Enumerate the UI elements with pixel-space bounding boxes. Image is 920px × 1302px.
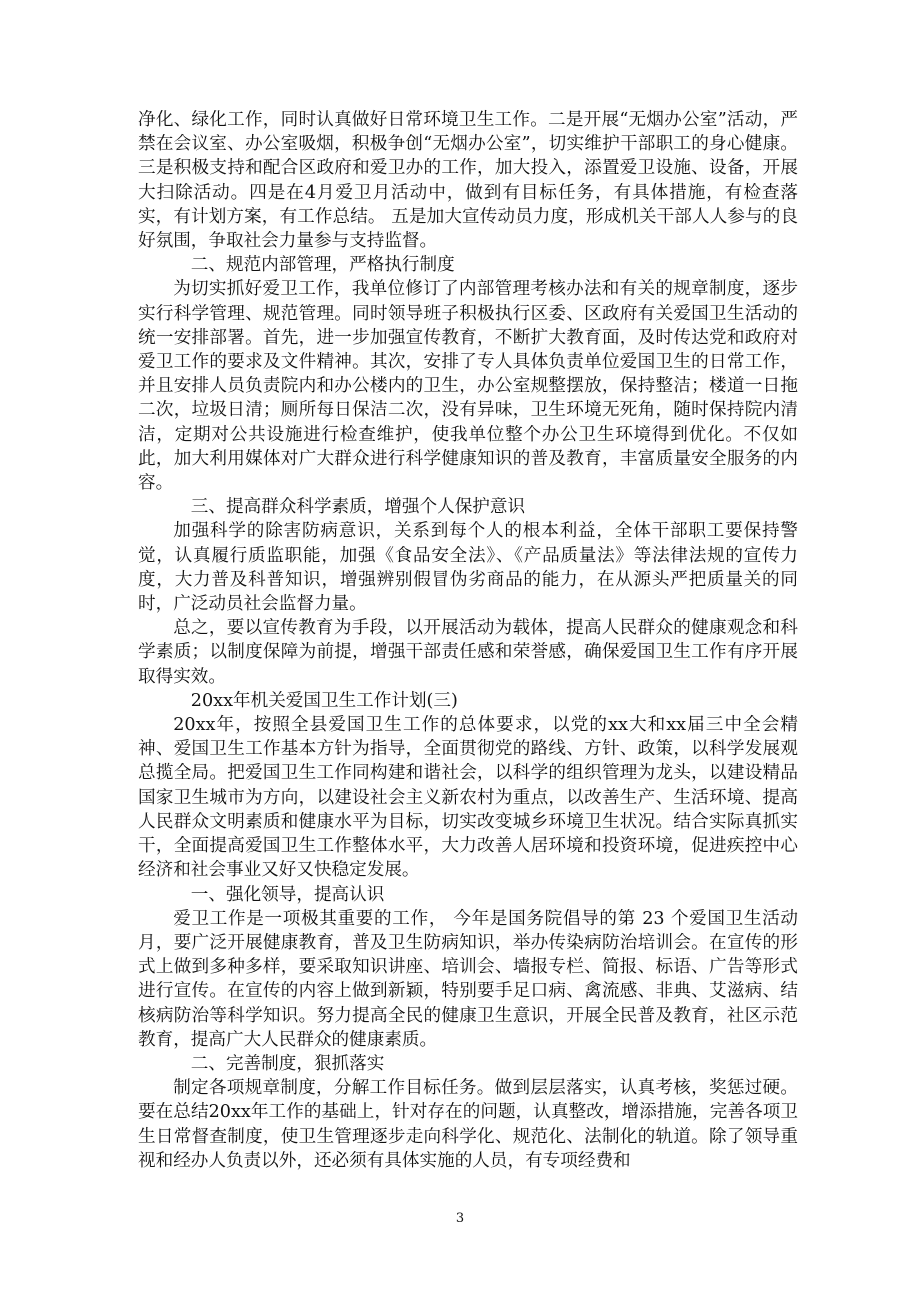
paragraph-internal-management: 为切实抓好爱卫工作，我单位修订了内部管理考核办法和有关的规章制度，逐步实行科学管理、规范管理。同时领导班子积极执行区委、区政府有关爱国卫生活动的统一安排部署。首先，进一步加强宣传教育，不断扩大教育面，及时传达党和政府对爱卫工作的要求及文件精神。其次，安排了专人具体负责单位爱国卫生的日常工作，并且安排人员负责院内和办公楼内的卫生，办公室规整摆放，保持整洁；楼道一日拖二次，垃圾日清；厕所每日保洁二次，没有异味，卫生环境无死角，随时保持院内清洁，定期对公共设施进行检查维护，使我单位整个办公卫生环境得到优化。不仅如此，加大利用媒体对广大群众进行科学健康知识的普及教育，丰富质量安全服务的内容。: [138, 279, 798, 494]
document-subtitle: 20xx年机关爱国卫生工作计划(三): [190, 690, 458, 711]
section-heading-systems: 二、完善制度，狠抓落实: [190, 1053, 385, 1074]
paragraph-summary: 总之，要以宣传教育为手段，以开展活动为载体，提高人民群众的健康观念和科学素质；以制度保障为前提，增强干部责任感和荣誉感，确保爱国卫生工作有序开展取得实效。: [138, 618, 798, 687]
document-body: [138, 108, 798, 1173]
paragraph-systems: 制定各项规章制度，分解工作目标任务。做到层层落实，认真考核，奖惩过硬。要在总结20xx年工作的基础上，针对存在的问题，认真整改，增添措施，完善各项卫生日常督查制度，使卫生管理逐步走向科学化、规范化、法制化的轨道。除了领导重视和经办人负责以外，还必须有具体实施的人员，有专项经费和: [138, 1078, 798, 1171]
section-heading-leadership: 一、强化领导，提高认识: [190, 884, 385, 905]
paragraph-leadership: 爱卫工作是一项极其重要的工作， 今年是国务院倡导的第 23 个爱国卫生活动月，要广泛开展健康教育，普及卫生防病知识，举办传染病防治培训会。在宣传的形式上做到多种多样，要采取知识讲座、培训会、墙报专栏、简报、标语、广告等形式进行宣传。在宣传的内容上做到新颖，特别要手足口病、禽流感、非典、艾滋病、结核病防治等科学知识。努力提高全民的健康卫生意识，开展全民普及教育，社区示范教育，提高广大人民群众的健康素质。: [138, 908, 798, 1050]
paragraph-public-awareness: 加强科学的除害防病意识，关系到每个人的根本利益，全体干部职工要保持警觉，认真履行质监职能，加强《食品安全法》、《产品质量法》等法律法规的宣传力度，大力普及科普知识，增强辨别假冒伪劣商品的能力，在从源头严把质量关的同时，广泛动员社会监督力量。: [138, 521, 798, 615]
paragraph-plan-intro: 20xx年，按照全县爱国卫生工作的总体要求，以党的xx大和xx届三中全会精神、爱国卫生工作基本方针为指导，全面贯彻党的路线、方针、政策，以科学发展观总揽全局。把爱国卫生工作同构建和谐社会，以科学的组织管理为龙头，以建设精品国家卫生城市为方向，以建设社会主义新农村为重点，以改善生产、生活环境、提高人民群众文明素质和健康水平为目标，切实改变城乡环境卫生状况。结合实际真抓实干，全面提高爱国卫生工作整体水平，大力改善人居环境和投资环境，促进疾控中心经济和社会事业又好又快稳定发展。: [138, 715, 798, 881]
section-heading-internal-management: 二、规范内部管理，严格执行制度: [190, 255, 455, 276]
section-heading-public-awareness: 三、提高群众科学素质，增强个人保护意识: [190, 497, 526, 518]
paragraph-continuation: 净化、绿化工作，同时认真做好日常环境卫生工作。二是开展“无烟办公室”活动，严禁在会议室、办公室吸烟，积极争创“无烟办公室”，切实维护干部职工的身心健康。三是积极支持和配合区政府和爱卫办的工作，加大投入，添置爱卫设施、设备，开展大扫除活动。四是在4月爱卫月活动中，做到有目标任务，有具体措施，有检查落实，有计划方案，有工作总结。 五是加大宣传动员力度，形成机关干部人人参与的良好氛围，争取社会力量参与支持监督。: [138, 110, 798, 252]
page-number: 3: [455, 1211, 465, 1226]
